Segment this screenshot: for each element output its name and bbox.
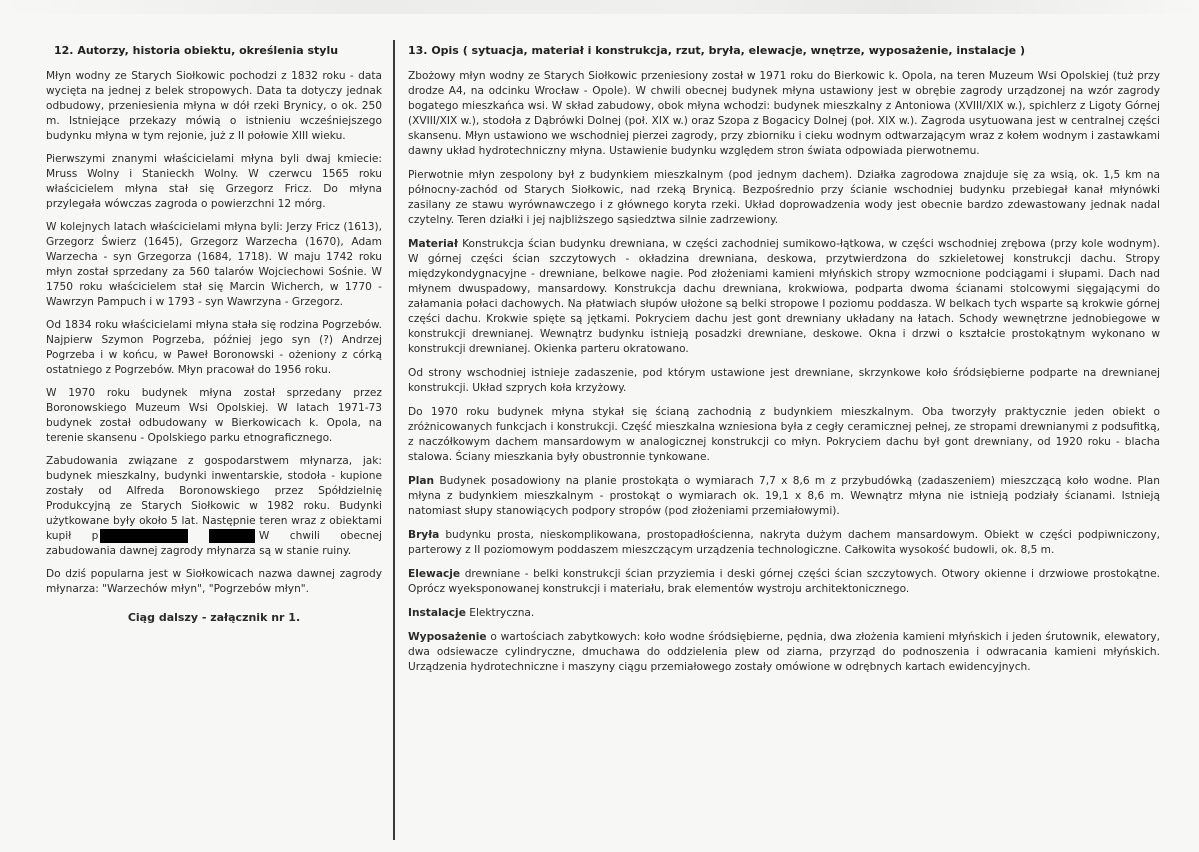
history-paragraph-4: Od 1834 roku właścicielami młyna stała się rodzina Pogrzebów. Najpierw Szymon Pogrzeba, później jego syn (?) Andrzej Pogrzeba i w końcu, w Paweł Boronowski - ożeniony z córką ostatniego z Pogrzebów. Młyn pracował do 1956 roku. xyxy=(46,319,382,376)
plan-text: Budynek posadowiony na planie prostokąta o wymiarach 7,7 x 8,6 m z przybudówką (zadaszeniem) mieszczącą koło wodne. Plan młyna z budynkiem mieszkalnym - prostokąt o wymiarach ok. 19,1 x 8,6 m. Wewnątrz młyna nie istnieją podziały ścianami. Istnieją natomiast słupy stanowiących podpory stropów (pod złożeniami przemiałowymi). xyxy=(408,475,1160,517)
redaction-box xyxy=(100,529,188,543)
scan-top-edge xyxy=(0,0,1199,14)
history-paragraph-3: W kolejnych latach właścicielami młyna byli: Jerzy Fricz (1613), Grzegorz Świerz (1645), Grzegorz Warzecha (1670), Adam Warzecha - syn Grzegorza (1684, 1718). W maju 1742 roku młyn został sprzedany za 560 talarów Wojciechowi Sośnie. W 1750 roku właścicielem stał się Marcin Wicherch, w 1770 - Wawrzyn Pampuch i w 1793 - syn Wawrzyna - Grzegorz. xyxy=(46,221,382,308)
history-paragraph-6 xyxy=(46,454,382,559)
section-12-heading: 12. Autorzy, historia obiektu, określenia stylu xyxy=(54,44,339,57)
equipment-text: o wartościach zabytkowych: koło wodne śródsiębierne, pędnia, dwa złożenia kamieni młyńskich i jeden śrutownik, elewatory, dwa odsiewacze cylindryczne, dmuchawa do oddzielenia plew od ziarna, przyrząd do podnoszenia i odwracania kamieni młyńskich. Urządzenia hydrotechniczne i maszyny ciągu przemiałowego zostały omówione w odrębnych kartach ewidencyjnych. xyxy=(408,631,1160,673)
elevations-label: Elewacje xyxy=(408,568,461,580)
column-divider xyxy=(393,40,395,840)
history-paragraph-2: Pierwszymi znanymi właścicielami młyna byli dwaj kmiecie: Mruss Wolny i Stanieckh Wolny. W czerwcu 1565 roku właścicielem młyna stał się Grzegorz Fricz. Do młyna przylegała wówczas zagroda o powierzchni 12 mórg. xyxy=(46,153,382,210)
description-paragraph-plan xyxy=(408,474,1160,519)
installations-label: Instalacje xyxy=(408,607,466,619)
redaction-box xyxy=(209,529,255,543)
history-paragraph-1: Młyn wodny ze Starych Siołkowic pochodzi z 1832 roku - data wycięta na jednej z belek stropowych. Data ta dotyczy jednak odbudowy, przeniesienia młyna w dół rzeki Brynicy, o ok. 250 m. Istniejące przekazy mówią o istnieniu wcześniejszego budynku młyna w tym rejonie, już z II połowie XIII wieku. xyxy=(46,70,382,142)
description-paragraph-situation: Zbożowy młyn wodny ze Starych Siołkowic przeniesiony został w 1971 roku do Bierkowic k. Opola, na teren Muzeum Wsi Opolskiej (tuż przy drodze A4, na odcinku Wrocław - Opole). W chwili obecnej budynek młyna ustawiony jest w obrębie zagrody urządzonej na wzór zagrody bogatego mieszkańca wsi. W skład zabudowy, obok młyna wchodzi: budynek mieszkalny z Antoniowa (XVIII/XIX w.), spichlerz z Ligoty Górnej (XVIII/XIX w.), stodoła z Dąbrówki Dolnej (poł. XIX w.) oraz Szopa z Bogacicy Dolnej (poł. XIX w.). Zagroda usytuowana jest w centralnej części skansenu. Młyn ustawiono we wschodniej pierzei zagrody, przy zbiorniku i cieku wodnym odtwarzającym wraz z kołem wodnym i zastawkami dawny układ hydrotechniczny młyna. Ustawienie budynku względem stron świata odpowiada pierwotnemu. xyxy=(408,70,1160,157)
history-paragraph-6-start: Zabudowania związane z gospodarstwem młynarza, jak: budynek mieszkalny, budynki inwentarskie, stodoła - kupione zostały od Alfreda Boronowskiego przez Spółdzielnię Produkcyjną ze Starych Siołkowic w 1982 roku. Budynki użytkowane były około 5 lat. Następnie teren wraz z obiektami kupił p xyxy=(46,455,382,542)
description-paragraph-form xyxy=(408,528,1160,558)
description-paragraph-elevations xyxy=(408,567,1160,597)
description-paragraph-1970: Do 1970 roku budynek młyna stykał się ścianą zachodnią z budynkiem mieszkalnym. Oba tworzyły praktycznie jeden obiekt o zróżnicowanych funkcjach i konstrukcji. Część mieszkalna wzniesiona była z cegły ceramicznej pełnej, ze stropami drewnianymi z podsufitką, z naczółkowym dachem mansardowym w analogicznej konstrukcji co młyn. Pokryciem dachu był gont drewniany, od 1920 roku - blacha stalowa. Ściany mieszkania były obustronnie tynkowane. xyxy=(408,406,1160,463)
form-label: Bryła xyxy=(408,529,440,541)
history-paragraph-7: Do dziś popularna jest w Siołkowicach nazwa dawnej zagrody młynarza: "Warzechów młyn", "Pogrzebów młyn". xyxy=(46,568,382,595)
equipment-label: Wyposażenie xyxy=(408,631,487,643)
installations-text: Elektryczna. xyxy=(465,607,535,619)
right-column xyxy=(408,44,1160,684)
description-paragraph-installations xyxy=(408,606,1160,621)
description-paragraph-material xyxy=(408,237,1160,357)
material-label: Materiał xyxy=(408,238,458,250)
plan-label: Plan xyxy=(408,475,435,487)
form-text: budynku prosta, nieskomplikowana, prostopadłościenna, nakryta dużym dachem mansardowym. Obiekt w części podpiwniczony, parterowy z II poziomowym poddaszem mieszczącym urządzenia technologiczne. Całkowita wysokość budowli, ok. 8,5 m. xyxy=(408,529,1160,556)
history-paragraph-5: W 1970 roku budynek młyna został sprzedany przez Boronowskiego Muzeum Wsi Opolskiej. W latach 1971-73 budynek został odbudowany w Bierkowicach k. Opola, na terenie skansenu - Opolskiego parku etnograficznego. xyxy=(46,387,382,444)
left-column xyxy=(46,44,382,624)
elevations-text: drewniane - belki konstrukcji ścian przyziemia i deski górnej części ścian szczytowych. Otwory okienne i drzwiowe prostokątne. Oprócz wyeksponowanej konstrukcji i materiału, brak elementów wystroju architektonicznego. xyxy=(408,568,1160,595)
continuation-note: Ciąg dalszy - załącznik nr 1. xyxy=(127,611,301,624)
material-text: Konstrukcja ścian budynku drewniana, w części zachodniej sumikowo-łątkowa, w części wschodniej zrębowa (przy kole wodnym). W górnej części ścian szczytowych - okładzina drewniana, deskowa, przytwierdzona do szkieletowej konstrukcji dachu. Stropy międzykondygnacyjne - drewniane, belkowe nagie. Pod złożeniami kamieni młyńskich stropy wzmocnione podciągami i słupami. Dach nad młynem dwuspadowy, mansardowy. Konstrukcja dachu drewniana, krokwiowa, podparta dwoma ścianami stolcowymi sięgającymi do załamania połaci dachowych. Na płatwiach słupów ułożone są belki stropowe I poziomu poddasza. W belkach tych wsparte są krokwie górnej części dachu. Krokwie spięte są jętkami. Pokryciem dachu jest gont drewniany układany na łatach. Schody wewnętrzne jednobiegowe w konstrukcji drewnianej. Wewnątrz budynku istnieją posadzki drewniane, deskowe. Okna i drzwi o kształcie prostokątnym wykonano w konstrukcji drewnianej. Okienka parteru okratowano. xyxy=(408,238,1160,355)
history-paragraph-6-end: W chwili obecnej zabudowania dawnej zagrody młynarza są w stanie ruiny. xyxy=(46,530,383,557)
description-paragraph-equipment xyxy=(408,630,1160,675)
description-paragraph-original: Pierwotnie młyn zespolony był z budynkiem mieszkalnym (pod jednym dachem). Działka zagrodowa znajduje się za wsią, ok. 1,5 km na północny-zachód od Starych Siołkowic, nad rzeką Brynicą. Bezpośrednio przy ścianie wschodniej budynku przebiegał kanał młynówki zasilany ze stawu wyrównawczego i z głównego koryta rzeki. Układ doprowadzenia wody jest obecnie bardzo zdewastowany jednak nadal czytelny. Teren działki i jej najbliższego sąsiedztwa silnie zadrzewiony. xyxy=(408,169,1160,226)
section-13-heading: 13. Opis ( sytuacja, materiał i konstrukcja, rzut, bryła, elewacje, wnętrze, wyposażenie, instalacje ) xyxy=(408,44,1025,57)
description-paragraph-roofing: Od strony wschodniej istnieje zadaszenie, pod którym ustawione jest drewniane, skrzynkowe koło śródsiębierne podparte na drewnianej konstrukcji. Układ szprych koła krzyżowy. xyxy=(408,367,1160,394)
